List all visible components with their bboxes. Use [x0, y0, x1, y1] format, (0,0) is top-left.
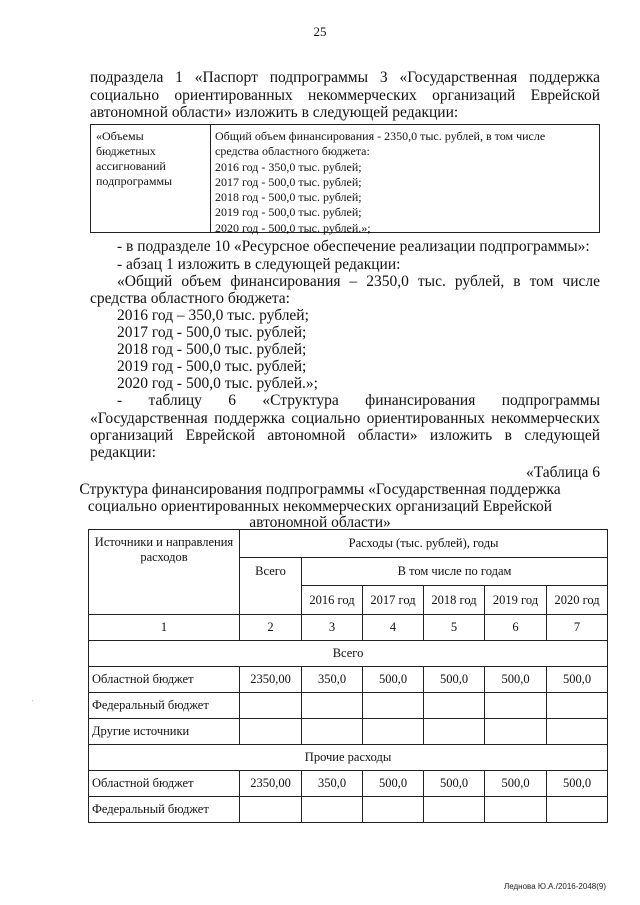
- cell-2020: 500,0: [547, 667, 608, 693]
- cell-total: [240, 693, 302, 719]
- row-source: Областной бюджет: [89, 667, 240, 693]
- header-by-years: В том числе по годам: [302, 558, 608, 586]
- body-paragraph: - абзац 1 изложить в следующей редакции:: [117, 256, 401, 273]
- column-number: 7: [547, 615, 608, 641]
- year-line: 2020 год - 500,0 тыс. рублей.»;: [117, 375, 318, 392]
- passport-value-line: 2017 год - 500,0 тыс. рублей;: [215, 174, 362, 189]
- column-number: 4: [363, 615, 424, 641]
- page-number: 25: [313, 24, 327, 39]
- cell-2019: [485, 693, 547, 719]
- footer-note: Леднова Ю.А./2016-2048(9): [503, 882, 606, 891]
- year-line: 2019 год - 500,0 тыс. рублей;: [117, 358, 307, 375]
- section-title: Всего: [89, 641, 608, 667]
- passport-label: [96, 129, 172, 189]
- header-total: Всего: [240, 558, 302, 615]
- table-row: [89, 797, 608, 823]
- cell-total: [240, 797, 302, 823]
- passport-value-line: 2018 год - 500,0 тыс. рублей;: [215, 190, 362, 205]
- cell-2019: 500,0: [485, 667, 547, 693]
- column-number-row: [89, 615, 608, 641]
- cell-2017: [363, 719, 424, 745]
- cell-2016: [302, 693, 363, 719]
- cell-2020: [547, 797, 608, 823]
- scan-dot: [32, 700, 33, 701]
- cell-2018: [424, 797, 485, 823]
- financing-table: [88, 529, 608, 823]
- intro-line-1: подраздела 1 «Паспорт подпрограммы 3 «Государственная поддержка: [90, 69, 600, 86]
- intro-line-2: социально ориентированных некоммерческих организаций Еврейской: [90, 87, 600, 104]
- table-row: [89, 667, 608, 693]
- passport-value-line: 2016 год - 350,0 тыс. рублей;: [215, 159, 362, 174]
- cell-2018: 500,0: [424, 667, 485, 693]
- header-year: 2016 год: [302, 586, 363, 615]
- cell-2016: 350,0: [302, 771, 363, 797]
- table-title-line: Структура финансирования подпрограммы «Государственная поддержка: [79, 481, 561, 498]
- body-paragraph: - таблицу 6 «Структура финансирования подпрограммы: [117, 392, 600, 409]
- cell-2016: 350,0: [302, 667, 363, 693]
- header-sources: Источники и направления расходов: [89, 530, 240, 615]
- year-line: 2016 год – 350,0 тыс. рублей;: [117, 307, 309, 324]
- row-source: Федеральный бюджет: [89, 797, 240, 823]
- table-title-line: социально ориентированных некоммерческих организаций Еврейской: [87, 498, 553, 515]
- cell-total: 2350,00: [240, 667, 302, 693]
- cell-2018: [424, 693, 485, 719]
- cell-2016: [302, 719, 363, 745]
- cell-total: [240, 719, 302, 745]
- cell-2018: [424, 719, 485, 745]
- passport-label-line: ассигнований: [96, 159, 166, 173]
- cell-2018: 500,0: [424, 771, 485, 797]
- row-source: Областной бюджет: [89, 771, 240, 797]
- passport-label-line: бюджетных: [96, 144, 156, 158]
- table-title-line: автономной области»: [249, 514, 391, 531]
- body-paragraph: - в подразделе 10 «Ресурсное обеспечение реализации подпрограммы»:: [117, 238, 590, 255]
- header-expenses: Расходы (тыс. рублей), годы: [240, 530, 608, 558]
- passport-value-line: средства областного бюджета:: [215, 144, 370, 159]
- cell-2020: [547, 719, 608, 745]
- body-paragraph: средства областного бюджета:: [90, 290, 290, 307]
- cell-2019: 500,0: [485, 771, 547, 797]
- section-row: [89, 745, 608, 771]
- header-year: 2019 год: [485, 586, 547, 615]
- section-title: Прочие расходы: [89, 745, 608, 771]
- passport-box: [90, 124, 600, 233]
- row-source: Федеральный бюджет: [89, 693, 240, 719]
- year-line: 2018 год - 500,0 тыс. рублей;: [117, 341, 307, 358]
- cell-2016: [302, 797, 363, 823]
- column-number: 3: [302, 615, 363, 641]
- passport-divider: [210, 125, 211, 232]
- cell-2020: 500,0: [547, 771, 608, 797]
- cell-2017: [363, 797, 424, 823]
- cell-2017: 500,0: [363, 771, 424, 797]
- body-paragraph: «Государственная поддержка социально ориентированных некоммерческих: [90, 410, 600, 427]
- row-source: Другие источники: [89, 719, 240, 745]
- column-number: 5: [424, 615, 485, 641]
- table-row: [89, 771, 608, 797]
- section-row: [89, 641, 608, 667]
- passport-value-line: Общий объем финансирования - 2350,0 тыс. рублей, в том числе: [215, 129, 546, 143]
- table-header-row: [89, 530, 608, 558]
- passport-value-line: 2019 год - 500,0 тыс. рублей;: [215, 205, 362, 220]
- body-paragraph: организаций Еврейской автономной области» изложить в следующей: [90, 427, 600, 444]
- cell-2017: 500,0: [363, 667, 424, 693]
- cell-2019: [485, 797, 547, 823]
- body-paragraph: редакции:: [90, 444, 156, 461]
- passport-label-line: «Объемы: [96, 129, 144, 143]
- intro-line-3: автономной области» изложить в следующей редакции:: [90, 104, 459, 121]
- column-number: 2: [240, 615, 302, 641]
- cell-2019: [485, 719, 547, 745]
- header-year: 2020 год: [547, 586, 608, 615]
- passport-value: [215, 129, 545, 236]
- year-line: 2017 год - 500,0 тыс. рублей;: [117, 324, 307, 341]
- header-year: 2017 год: [363, 586, 424, 615]
- table-label: «Таблица 6: [525, 464, 600, 481]
- column-number: 1: [89, 615, 240, 641]
- table-row: [89, 693, 608, 719]
- cell-2020: [547, 693, 608, 719]
- passport-label-line: подпрограммы: [96, 174, 173, 188]
- passport-value-line: 2020 год - 500,0 тыс. рублей.»;: [215, 220, 371, 235]
- column-number: 6: [485, 615, 547, 641]
- body-paragraph: «Общий объем финансирования – 2350,0 тыс. рублей, в том числе: [117, 273, 600, 290]
- cell-2017: [363, 693, 424, 719]
- cell-total: 2350,00: [240, 771, 302, 797]
- table-row: [89, 719, 608, 745]
- header-year: 2018 год: [424, 586, 485, 615]
